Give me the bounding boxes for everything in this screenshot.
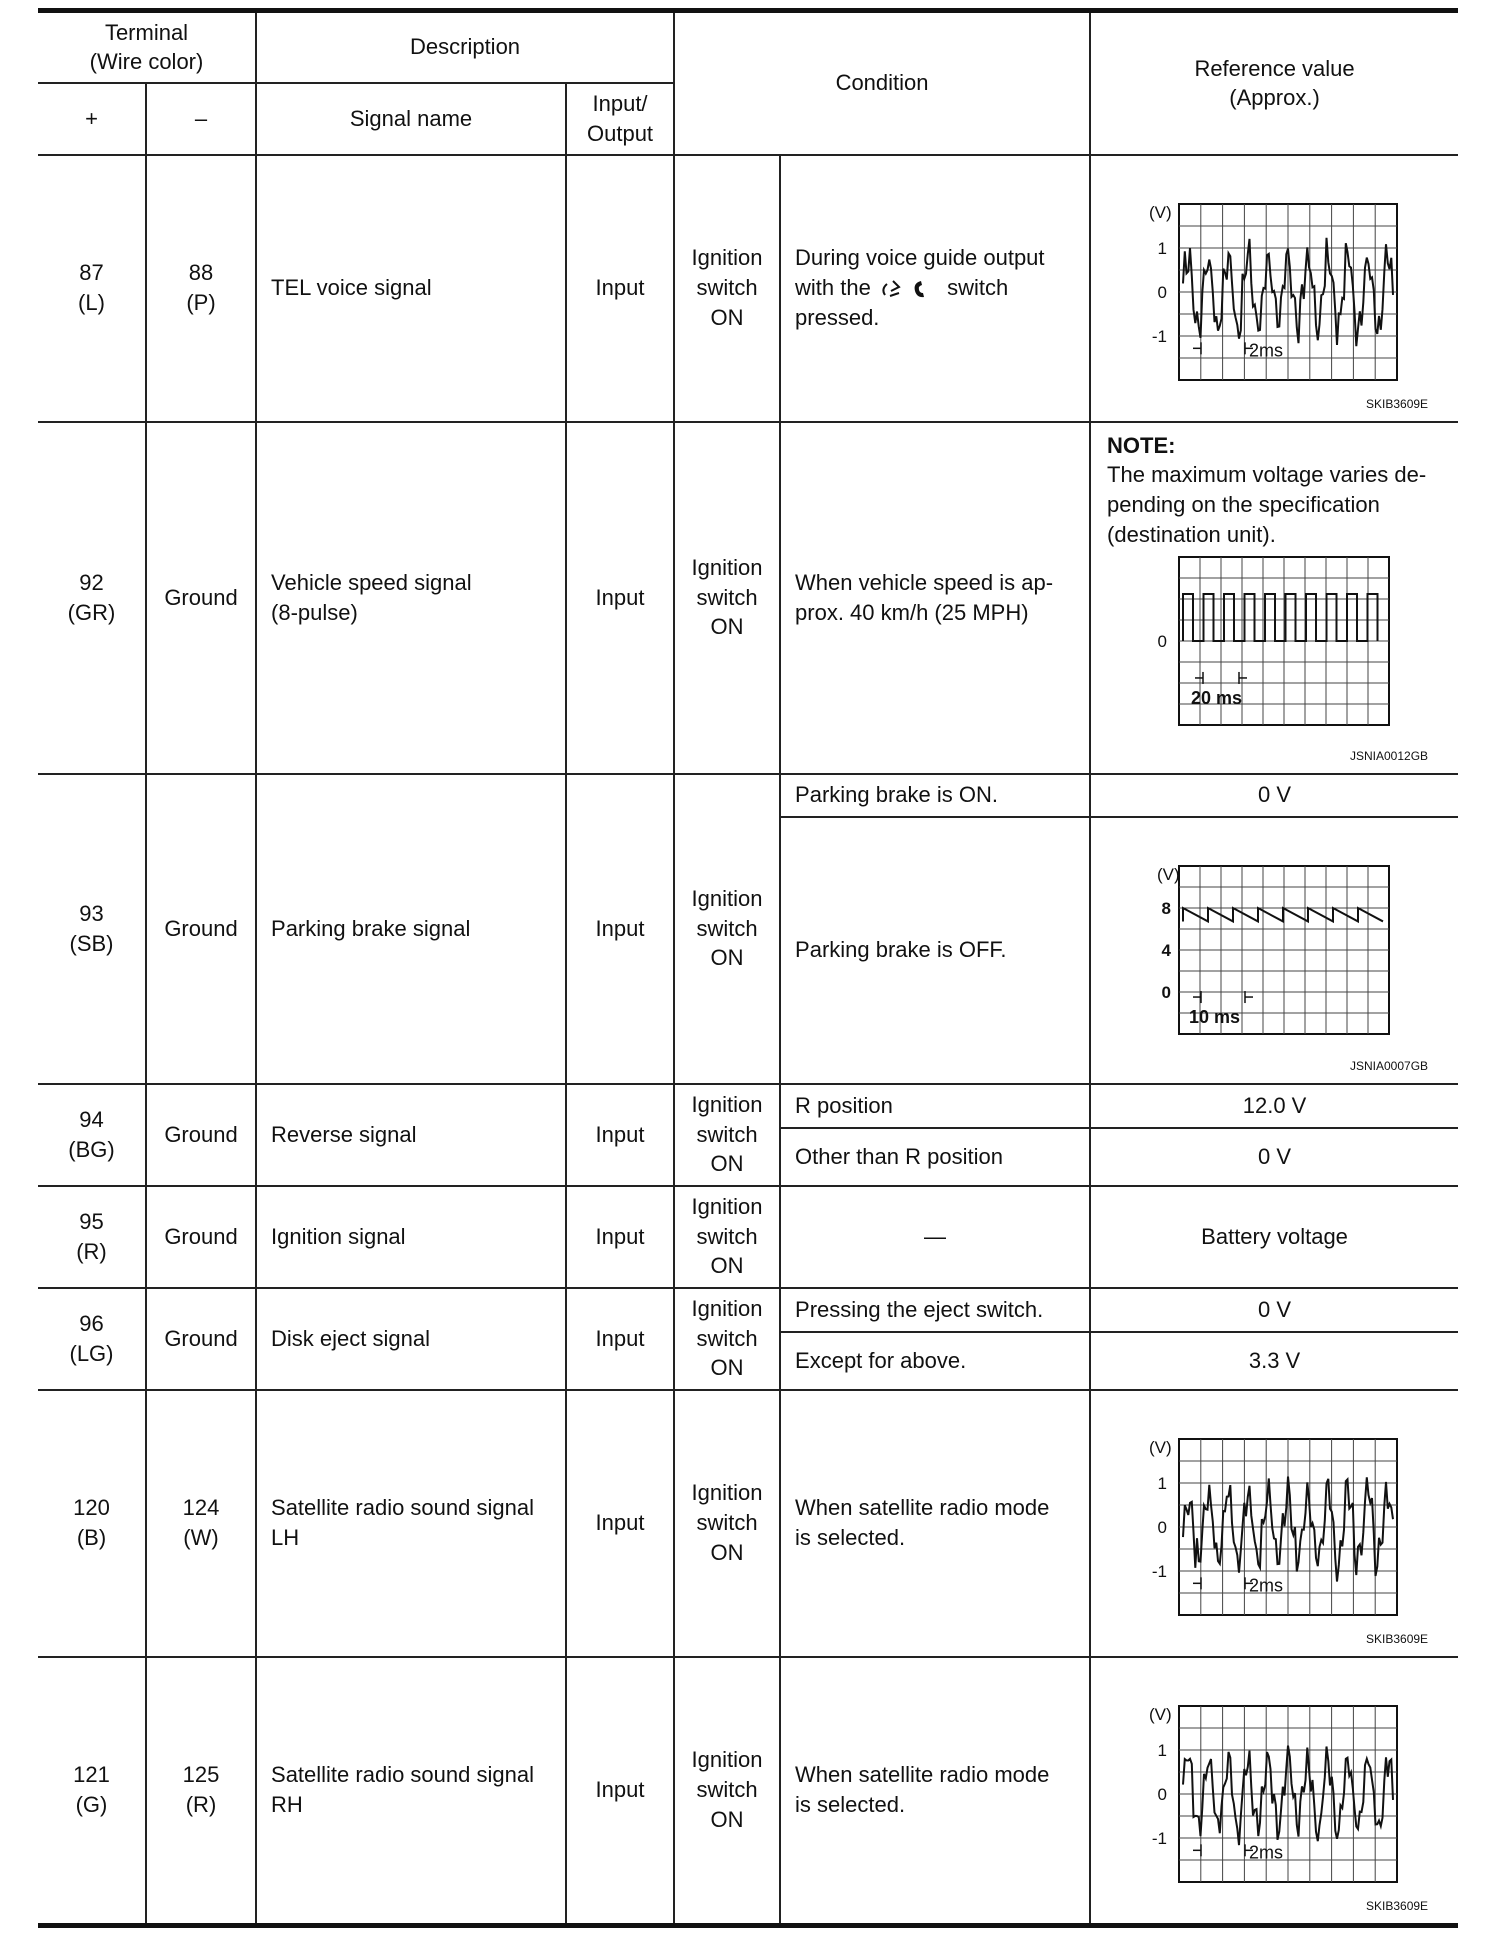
reference-cell <box>1090 1390 1458 1657</box>
plus-terminal: 95 (R) <box>38 1186 146 1288</box>
signal-name: Satellite radio sound signal RH <box>256 1657 566 1926</box>
y-tick-label: 1 <box>1157 238 1168 258</box>
y-tick-label: -1 <box>1151 1561 1168 1581</box>
condition-cell: When vehicle speed is ap- prox. 40 km/h (25 MPH) <box>780 422 1090 774</box>
table-row <box>38 1657 1458 1926</box>
table-row <box>38 422 1458 774</box>
reference-value: 0 V <box>1090 1128 1458 1186</box>
plus-terminal: 96 (LG) <box>38 1288 146 1390</box>
graph-caption: JSNIA0012GB <box>1350 749 1429 764</box>
y-tick-label: -1 <box>1151 1828 1168 1848</box>
y-tick-label: 1 <box>1157 1473 1168 1493</box>
time-label: 2ms <box>1249 339 1284 360</box>
minus-terminal: 125 (R) <box>146 1657 256 1926</box>
time-label: 10 ms <box>1189 1006 1241 1027</box>
y-unit-label: (V) <box>1149 1437 1172 1457</box>
y-tick-label: 4 <box>1161 940 1172 960</box>
y-tick-label: -1 <box>1151 326 1168 346</box>
y-tick-label: 8 <box>1161 898 1172 918</box>
pulse-graph <box>1091 549 1459 749</box>
signal-name: Ignition signal <box>256 1186 566 1288</box>
reference-value: 0 V <box>1090 1288 1458 1332</box>
condition-cell: When satellite radio mode is selected. <box>780 1390 1090 1657</box>
terminal-table <box>38 8 1458 1928</box>
condition-cell: Parking brake is ON. <box>780 774 1090 817</box>
header-description: Description <box>256 11 674 83</box>
signal-name: Vehicle speed signal (8-pulse) <box>256 422 566 774</box>
waveform-graph <box>1091 156 1459 421</box>
signal-name: Parking brake signal <box>256 774 566 1084</box>
minus-terminal: 88 (P) <box>146 155 256 422</box>
minus-terminal: Ground <box>146 1186 256 1288</box>
table-row <box>38 1186 1458 1288</box>
table-row <box>38 1084 1458 1128</box>
plus-terminal: 87 (L) <box>38 155 146 422</box>
y-tick-label: 1 <box>1157 1740 1168 1760</box>
y-tick-label: 0 <box>1157 1517 1168 1537</box>
y-tick-label: 0 <box>1161 982 1172 1002</box>
ignition-cell: Ignition switch ON <box>674 1657 780 1926</box>
reference-cell <box>1090 155 1458 422</box>
condition-cell: Parking brake is OFF. <box>780 817 1090 1084</box>
io-value: Input <box>566 1657 674 1926</box>
condition-cell: R position <box>780 1084 1090 1128</box>
ignition-cell: Ignition switch ON <box>674 1288 780 1390</box>
graph-caption: SKIB3609E <box>1366 1899 1429 1914</box>
y-unit-label: (V) <box>1149 1704 1172 1724</box>
graph-caption: SKIB3609E <box>1366 397 1429 412</box>
minus-terminal: Ground <box>146 1288 256 1390</box>
table-row <box>38 1288 1458 1332</box>
io-value: Input <box>566 422 674 774</box>
plus-terminal: 93 (SB) <box>38 774 146 1084</box>
header-condition: Condition <box>674 11 1090 155</box>
minus-terminal: Ground <box>146 422 256 774</box>
signal-name: Disk eject signal <box>256 1288 566 1390</box>
reference-cell <box>1090 817 1458 1084</box>
ignition-cell: Ignition switch ON <box>674 1390 780 1657</box>
plus-terminal: 92 (GR) <box>38 422 146 774</box>
header-signal-name: Signal name <box>256 83 566 155</box>
time-label: 2ms <box>1249 1574 1284 1595</box>
io-value: Input <box>566 1186 674 1288</box>
y-unit-label: (V) <box>1149 202 1172 222</box>
note: NOTE: The maximum voltage varies de- pending on the specification (destination unit). <box>1107 432 1427 547</box>
header-plus: + <box>38 83 146 155</box>
plus-terminal: 121 (G) <box>38 1657 146 1926</box>
condition-cell: Pressing the eject switch. <box>780 1288 1090 1332</box>
y-tick-label: 0 <box>1157 1784 1168 1804</box>
time-label: 20 ms <box>1191 688 1243 709</box>
minus-terminal: Ground <box>146 774 256 1084</box>
graph-caption: SKIB3609E <box>1366 1632 1429 1647</box>
plus-terminal: 94 (BG) <box>38 1084 146 1186</box>
tel-switch-icon <box>877 277 941 301</box>
ignition-cell: Ignition switch ON <box>674 155 780 422</box>
signal-name: Reverse signal <box>256 1084 566 1186</box>
plus-terminal: 120 (B) <box>38 1390 146 1657</box>
y-tick-label: 0 <box>1157 282 1168 302</box>
ignition-cell: Ignition switch ON <box>674 1084 780 1186</box>
condition-cell: During voice guide output with the switch pressed. <box>780 155 1090 422</box>
waveform-graph <box>1091 1658 1459 1923</box>
minus-terminal: Ground <box>146 1084 256 1186</box>
header-minus: – <box>146 83 256 155</box>
condition-cell: Except for above. <box>780 1332 1090 1390</box>
header-reference: Reference value (Approx.) <box>1090 11 1458 155</box>
reference-cell <box>1090 1657 1458 1926</box>
condition-cell: When satellite radio mode is selected. <box>780 1657 1090 1926</box>
ignition-cell: Ignition switch ON <box>674 1186 780 1288</box>
header-terminal: Terminal (Wire color) <box>38 11 256 83</box>
ignition-cell: Ignition switch ON <box>674 774 780 1084</box>
sawtooth-waveform <box>1183 908 1383 921</box>
header-io: Input/ Output <box>566 83 674 155</box>
table-row <box>38 155 1458 422</box>
signal-name: Satellite radio sound signal LH <box>256 1390 566 1657</box>
io-value: Input <box>566 1288 674 1390</box>
reference-value: 12.0 V <box>1090 1084 1458 1128</box>
pulse-waveform <box>1183 594 1378 641</box>
ignition-cell: Ignition switch ON <box>674 422 780 774</box>
y-unit-label: (V) <box>1157 864 1180 884</box>
signal-name: TEL voice signal <box>256 155 566 422</box>
reference-value: 3.3 V <box>1090 1332 1458 1390</box>
table-row <box>38 774 1458 817</box>
table-row <box>38 1390 1458 1657</box>
reference-cell <box>1090 422 1458 774</box>
minus-terminal: 124 (W) <box>146 1390 256 1657</box>
io-value: Input <box>566 155 674 422</box>
io-value: Input <box>566 774 674 1084</box>
io-value: Input <box>566 1390 674 1657</box>
sawtooth-graph <box>1091 818 1459 1083</box>
time-label: 2ms <box>1249 1841 1284 1862</box>
condition-cell: — <box>780 1186 1090 1288</box>
condition-cell: Other than R position <box>780 1128 1090 1186</box>
graph-caption: JSNIA0007GB <box>1350 1059 1429 1074</box>
reference-value: Battery voltage <box>1090 1186 1458 1288</box>
io-value: Input <box>566 1084 674 1186</box>
waveform-graph <box>1091 1391 1459 1656</box>
reference-value: 0 V <box>1090 774 1458 817</box>
y-tick-label: 0 <box>1157 632 1168 652</box>
